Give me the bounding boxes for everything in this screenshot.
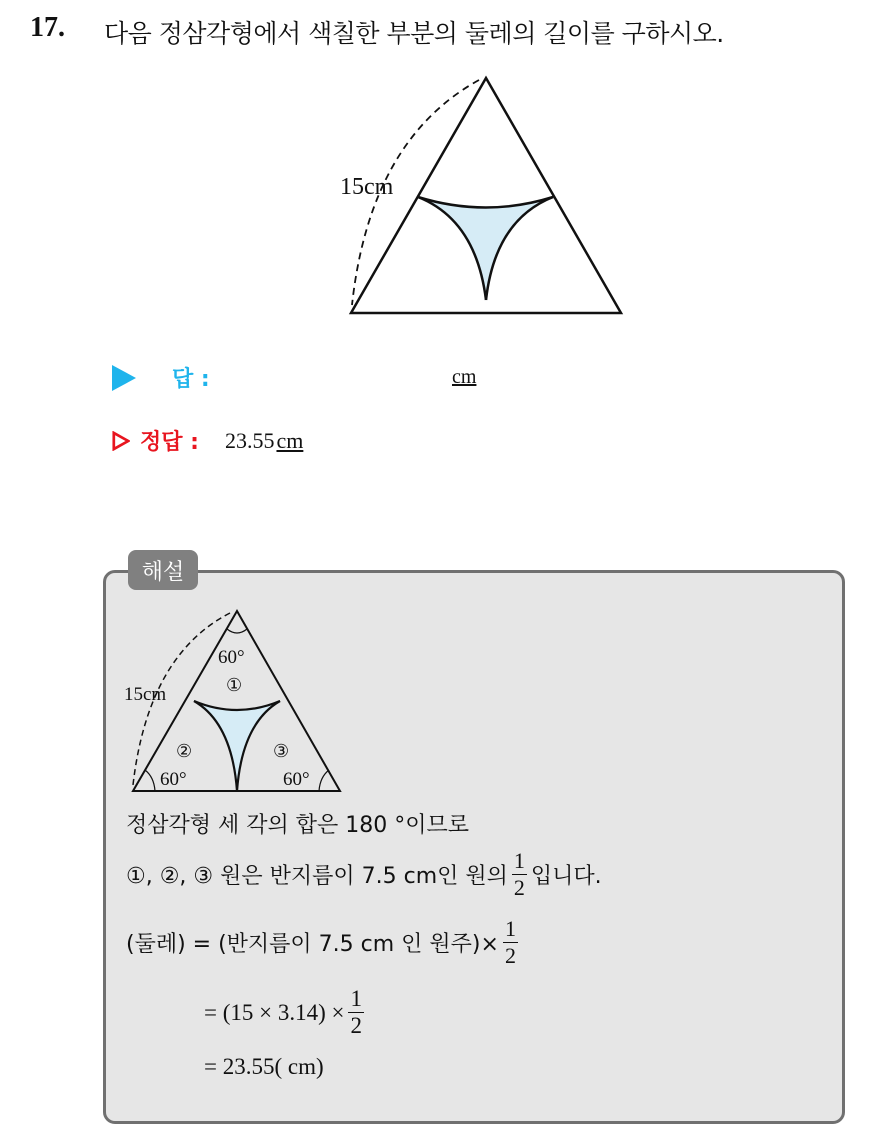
question-number: 17. bbox=[30, 12, 65, 43]
answer-label: 답 : bbox=[172, 367, 210, 392]
denominator: 2 bbox=[350, 1013, 362, 1038]
angle-arc-left bbox=[145, 770, 155, 791]
numerator: 1 bbox=[513, 848, 525, 873]
explanation-figure bbox=[118, 605, 358, 805]
correct-value: 23.55 bbox=[224, 427, 275, 453]
line4-text-a: = (15 × 3.14) × bbox=[204, 999, 345, 1025]
side-length-label: 15cm bbox=[124, 684, 167, 705]
answer-row bbox=[112, 362, 210, 393]
fraction-half bbox=[503, 916, 518, 969]
line2-text-a: ①, ②, ③ 원은 반지름이 7.5 cm인 원의 bbox=[126, 864, 508, 889]
angle-right: 60° bbox=[283, 769, 310, 790]
angle-arc-top bbox=[227, 629, 247, 633]
line2-text-b: 입니다. bbox=[530, 864, 602, 889]
correct-unit: cm bbox=[276, 427, 304, 453]
denominator: 2 bbox=[504, 943, 516, 968]
correct-row bbox=[112, 425, 303, 456]
explanation-line-1: 정삼각형 세 각의 합은 180 °이므로 bbox=[126, 813, 469, 838]
question-text: 다음 정삼각형에서 색칠한 부분의 둘레의 길이를 구하시오. bbox=[104, 19, 724, 48]
mark-1: ① bbox=[226, 675, 243, 696]
denominator: 2 bbox=[513, 875, 525, 900]
shaded-region bbox=[194, 701, 280, 791]
answer-unit: cm bbox=[452, 366, 477, 388]
question-figure bbox=[330, 70, 630, 320]
mark-2: ② bbox=[176, 741, 193, 762]
fraction-half bbox=[512, 848, 527, 901]
side-length-label: 15cm bbox=[340, 174, 394, 200]
correct-label: 정답 : bbox=[140, 430, 199, 455]
angle-left: 60° bbox=[160, 769, 187, 790]
outline-play-icon bbox=[112, 431, 130, 451]
shaded-region bbox=[418, 197, 553, 300]
fraction-half bbox=[348, 986, 364, 1039]
explanation-line-2 bbox=[126, 848, 602, 901]
explanation-tag: 해설 bbox=[128, 550, 198, 590]
numerator: 1 bbox=[350, 986, 362, 1011]
explanation-line-3 bbox=[126, 916, 522, 969]
angle-top: 60° bbox=[218, 647, 245, 668]
explanation-line-5: = 23.55( cm) bbox=[204, 1054, 324, 1079]
explanation-line-4 bbox=[204, 986, 368, 1039]
line3-text-a: (둘레) = (반지름이 7.5 cm 인 원주)× bbox=[126, 932, 499, 957]
mark-3: ③ bbox=[273, 741, 290, 762]
play-icon bbox=[112, 365, 136, 391]
angle-arc-right bbox=[319, 770, 329, 791]
numerator: 1 bbox=[504, 916, 516, 941]
